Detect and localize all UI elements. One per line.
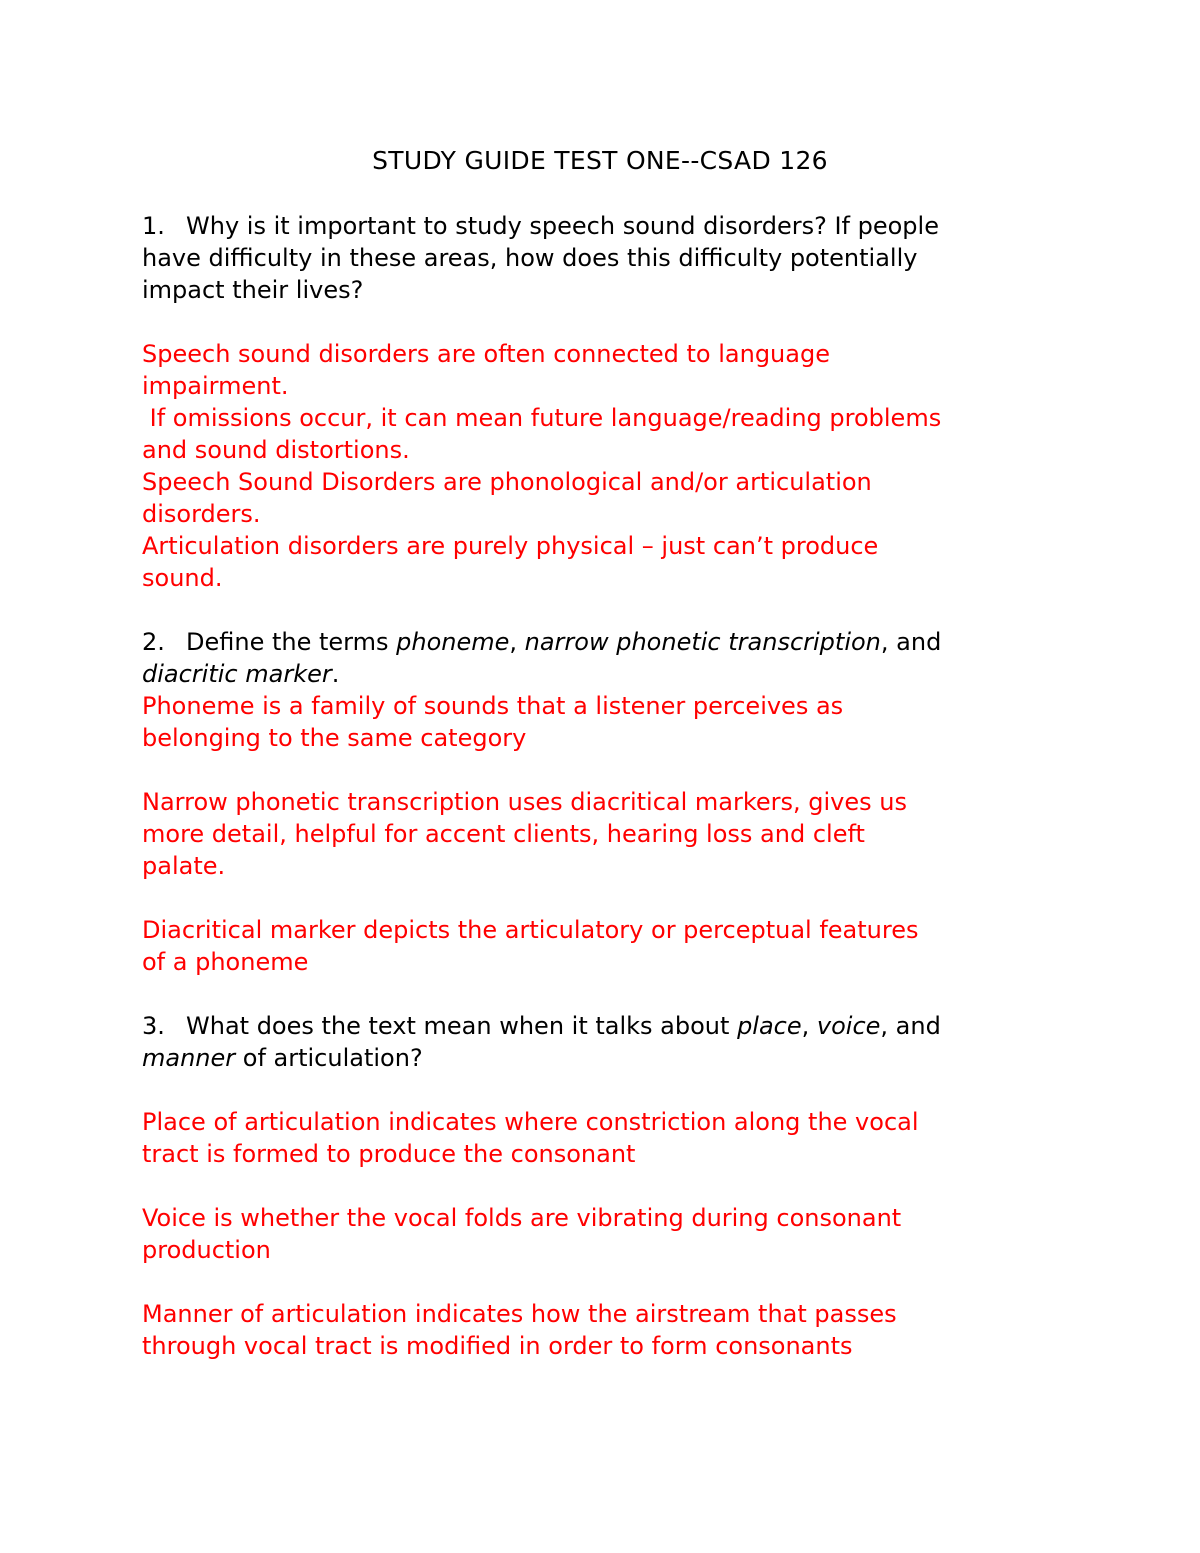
question-3-line [142,1010,1082,1042]
answer-2-diacritical [142,914,1082,978]
answer-line: Voice is whether the vocal folds are vibrating during consonant [142,1204,902,1232]
answer-2-phoneme [142,690,1082,754]
question-2 [142,626,1082,690]
question-text: , and [880,1012,941,1040]
paragraph-gap [142,754,1082,786]
document-body [142,210,1082,1362]
answer-3-manner [142,1298,1082,1362]
question-text: , [801,1012,817,1040]
answer-line: If omissions occur, it can mean future language/reading problems [142,404,942,432]
answer-line: palate. [142,852,226,880]
answer-line: Place of articulation indicates where constriction along the vocal [142,1108,919,1136]
answer-line: through vocal tract is modified in order to form consonants [142,1332,853,1360]
answer-line: of a phoneme [142,948,309,976]
question-number: 3. [142,1012,165,1040]
paragraph-gap [142,594,1082,626]
answer-line: and sound distortions. [142,436,410,464]
paragraph-gap [142,1074,1082,1106]
answer-2-narrow [142,786,1082,882]
answer-line: Phoneme is a family of sounds that a listener perceives as [142,692,844,720]
question-1-line [142,210,1082,242]
question-3 [142,1010,1082,1074]
question-number: 1. [142,212,165,240]
answer-line: impairment. [142,372,289,400]
question-text: . [331,660,340,688]
answer-line: production [142,1236,271,1264]
question-2-line [142,626,1082,658]
term-diacritic-marker: diacritic marker [142,660,332,688]
paragraph-gap [142,1266,1082,1298]
answer-line: tract is formed to produce the consonant [142,1140,636,1168]
answer-1 [142,338,1082,594]
question-text: of articulation? [235,1044,423,1072]
paragraph-gap [142,882,1082,914]
question-1 [142,210,1082,306]
question-text: , and [880,628,942,656]
answer-line: Speech Sound Disorders are phonological and/or articulation [142,468,872,496]
term-manner: manner [142,1044,236,1072]
paragraph-gap [142,306,1082,338]
answer-line: sound. [142,564,223,592]
term-voice: voice [816,1012,881,1040]
paragraph-gap [142,978,1082,1010]
answer-line: belonging to the same category [142,724,527,752]
question-number: 2. [142,628,165,656]
question-text: Why is it important to study speech sound disorders? If people [186,212,939,240]
answer-line: Manner of articulation indicates how the airstream that passes [142,1300,897,1328]
question-text: , [509,628,525,656]
answer-line: Speech sound disorders are often connected to language [142,340,830,368]
answer-line: Narrow phonetic transcription uses diacritical markers, gives us [142,788,907,816]
question-text: Define the terms [186,628,397,656]
paragraph-gap [142,1170,1082,1202]
question-3-line [142,1042,1082,1074]
answer-line: more detail, helpful for accent clients, hearing loss and cleft [142,820,865,848]
question-2-line [142,658,1082,690]
term-phoneme: phoneme [396,628,510,656]
answer-line: disorders. [142,500,261,528]
document-title: STUDY GUIDE TEST ONE--CSAD 126 [372,146,828,175]
term-place: place [737,1012,802,1040]
term-narrow-transcription: narrow phonetic transcription [524,628,881,656]
answer-3-place [142,1106,1082,1170]
question-1-line: have difficulty in these areas, how does this difficulty potentially [142,244,918,272]
answer-3-voice [142,1202,1082,1266]
question-1-line: impact their lives? [142,276,364,304]
answer-line: Articulation disorders are purely physical – just can’t produce [142,532,879,560]
question-text: What does the text mean when it talks about [186,1012,738,1040]
answer-line: Diacritical marker depicts the articulatory or perceptual features [142,916,919,944]
